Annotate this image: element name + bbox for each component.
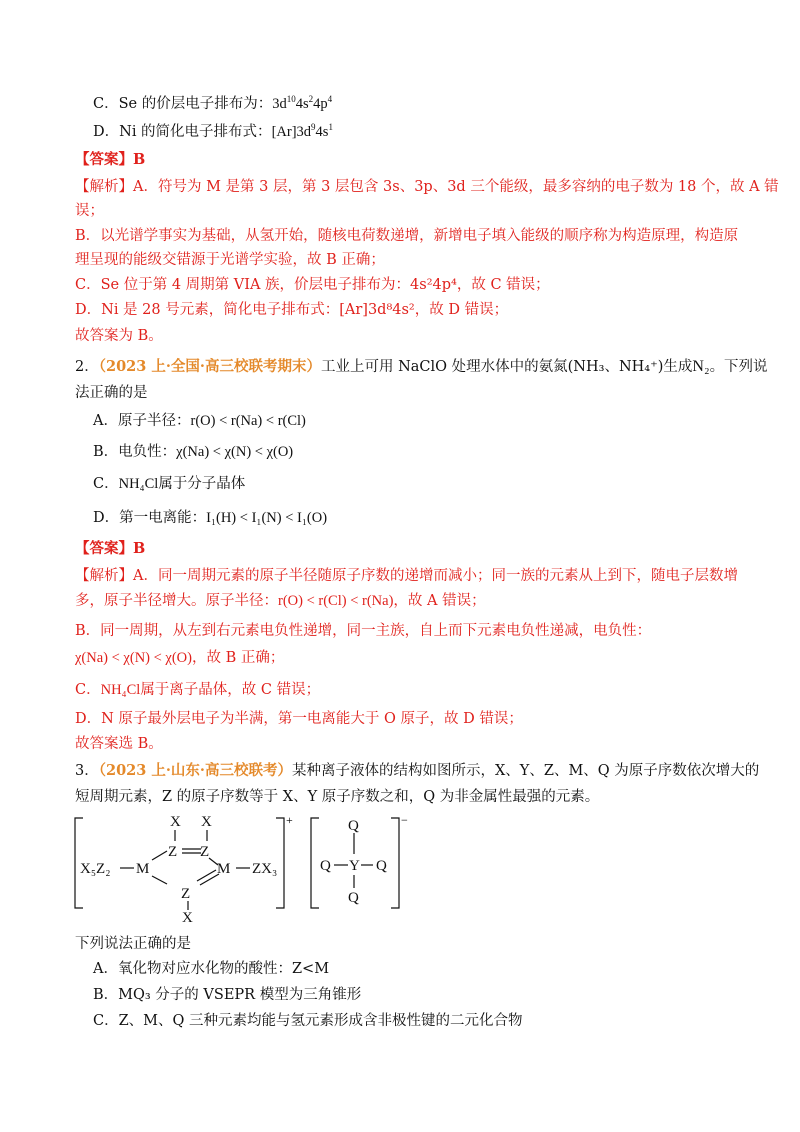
- q1-option-d: D．Ni 的简化电子排布式：$[Ar]3d^94s^1$: [93, 122, 333, 140]
- double-bond-z-m-a: [197, 870, 216, 881]
- q2-source: （2023 上·全国·高三校联考期末）: [98, 358, 321, 375]
- label-zx3: ZX₃: [252, 861, 278, 877]
- q2-stem-line1: 2．（2023 上·全国·高三校联考期末）工业上可用 NaClO 处理水体中的氨氮(NH₃、NH₄⁺)生成N₂。下列说: [75, 358, 768, 375]
- label-x-top-right: X: [201, 814, 212, 830]
- q2-analysis-a-line2: 多，原子半径增大。原子半径：r(O) < r(Cl) < r(Na)，故 A 错误；: [75, 593, 486, 609]
- q3-source: （2023 上·山东·高三校联考）: [98, 762, 292, 779]
- q2-option-c: C．NH₄Cl属于分子晶体: [93, 476, 246, 492]
- label-x-bottom: X: [182, 910, 193, 924]
- q3-option-c: C．Z、M、Q 三种元素均能与氢元素形成含非极性键的二元化合物: [93, 1013, 523, 1029]
- q2-option-d: D．第一电离能：I₁(H) < I₁(N) < I₁(O): [93, 510, 328, 526]
- label-z-bottom: Z: [181, 886, 191, 902]
- q3-option-b: B．MQ₃ 分子的 VSEPR 模型为三角锥形: [93, 987, 362, 1003]
- q2-analysis-a-line1: 【解析】A．同一周期元素的原子半径随原子序数的递增而减小；同一族的元素从上到下，随电子层数增: [75, 568, 738, 584]
- q1-analysis-b-line1: B．以光谱学事实为基础，从氢开始，随核电荷数递增，新增电子填入能级的顺序称为构造原理，构造原: [75, 228, 739, 244]
- label-x-top-left: X: [170, 814, 181, 830]
- anion-right-bracket: [391, 818, 399, 908]
- q1-analysis-c: C．Se 位于第 4 周期第 VIA 族，价层电子排布为：4s²4p⁴，故 C 错误；: [75, 277, 550, 293]
- bond-m-z-top: [152, 851, 167, 860]
- q3-stem-line1: 3．（2023 上·山东·高三校联考）某种离子液体的结构如图所示，X、Y、Z、M、Q 为原子序数依次增大的: [75, 762, 760, 779]
- q3-stem-line2: 短周期元素，Z 的原子序数等于 X、Y 原子序数之和，Q 为非金属性最强的元素。: [75, 789, 600, 805]
- q2-option-a: A．原子半径：r(O) < r(Na) < r(Cl): [93, 413, 306, 429]
- q1-analysis-a-line2: 误；: [75, 203, 104, 219]
- label-q-right: Q: [376, 858, 387, 874]
- q2-number: 2．: [75, 359, 99, 375]
- label-q-bottom: Q: [348, 890, 359, 906]
- q2-conclusion: 故答案选 B。: [75, 736, 163, 752]
- q1-analysis-a-line1: 【解析】A．符号为 M 是第 3 层，第 3 层包含 3s、3p、3d 三个能级，最多容纳的电子数为 18 个，故 A 错: [75, 179, 779, 195]
- label-y: Y: [349, 858, 360, 874]
- label-z-left: Z: [168, 844, 178, 860]
- label-z-right: Z: [200, 844, 210, 860]
- q1-analysis-d: D．Ni 是 28 号元素，简化电子排布式：[Ar]3d⁸4s²，故 D 错误；: [75, 302, 509, 318]
- label-x5z2: X₅Z₂: [80, 861, 111, 877]
- q1-option-c: C．Se 的价层电子排布为：$3d^{10}4s^24p^4$: [93, 94, 333, 112]
- q3-option-a: A．氧化物对应水化物的酸性：Z<M: [93, 961, 330, 977]
- q2-stem-line2: 法正确的是: [75, 385, 148, 401]
- q3-number: 3．: [75, 763, 99, 779]
- q1-answer: 【答案】B: [75, 151, 146, 168]
- bond-m-z-bottom: [152, 876, 167, 884]
- cation-charge: +: [286, 813, 293, 827]
- q3-prompt: 下列说法正确的是: [75, 936, 191, 952]
- q2-analysis-b-line2: χ(Na) < χ(N) < χ(O)，故 B 正确；: [75, 650, 285, 666]
- label-m-left: M: [136, 861, 150, 877]
- label-m-right: M: [217, 861, 231, 877]
- label-q-top: Q: [348, 818, 359, 834]
- ionic-liquid-structure-figure: [70, 808, 430, 924]
- q2-analysis-b-line1: B．同一周期，从左到右元素电负性递增，同一主族，自上而下元素电负性递减，电负性：: [75, 623, 652, 639]
- q2-analysis-c: C．NH₄Cl属于离子晶体，故 C 错误；: [75, 682, 321, 698]
- q2-option-b: B．电负性：χ(Na) < χ(N) < χ(O): [93, 444, 294, 460]
- q2-answer: 【答案】B: [75, 540, 146, 557]
- q1-analysis-b-line2: 理呈现的能级交错源于光谱学实验，故 B 正确；: [75, 252, 385, 268]
- anion-left-bracket: [311, 818, 319, 908]
- q2-analysis-d: D．N 原子最外层电子为半满，第一电离能大于 O 原子，故 D 错误；: [75, 711, 523, 727]
- anion-charge: −: [401, 813, 408, 827]
- q1-conclusion: 故答案为 B。: [75, 328, 163, 344]
- label-q-left: Q: [320, 858, 331, 874]
